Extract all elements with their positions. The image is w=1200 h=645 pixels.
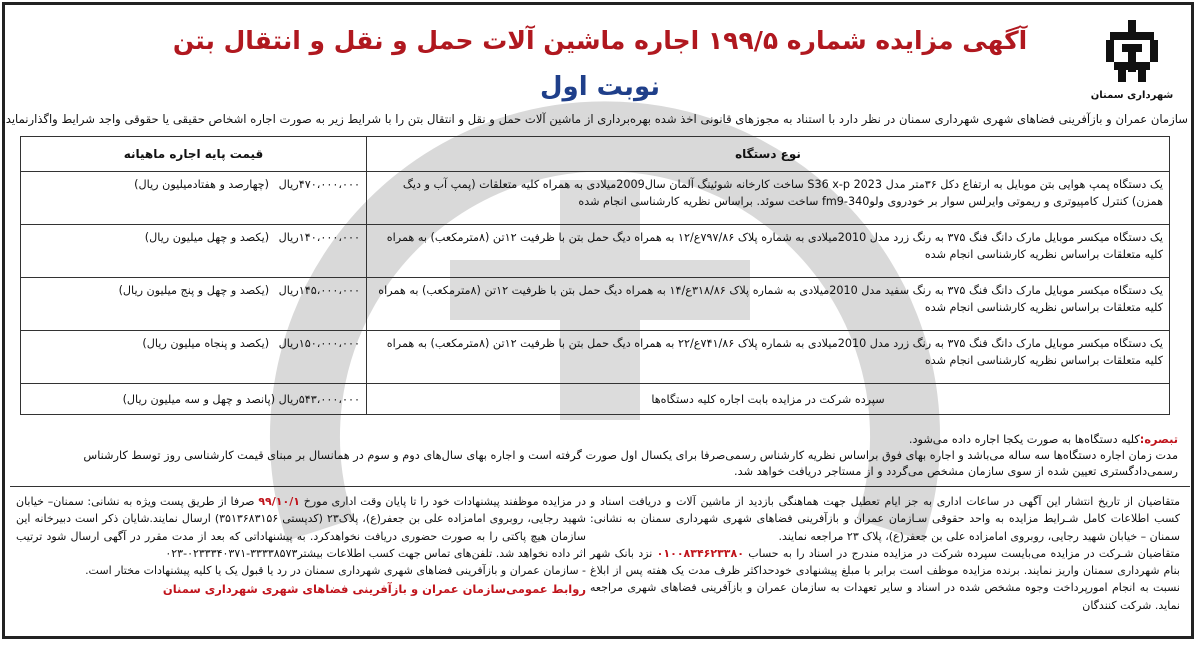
price-number: ۱۴۵،۰۰۰،۰۰۰ریال <box>278 284 360 297</box>
price-words: (یکصد و چهل و پنج میلیون ریال) <box>118 284 270 297</box>
row-description: یک دستگاه میکسر موبایل مارک دانگ فنگ ۳۷۵ به رنگ سفید مدل 2010میلادی به شماره پلاک ۳۱۸/۸۶ع/۱۴ به همراه دیگ حمل بتن با ظرفیت ۱۲تن (۸مترمکعب) به همراه کلیه متعلقات براساس نظریه کارشناسی انجام شده <box>367 278 1170 331</box>
row-price <box>21 225 367 278</box>
deposit-instruction: متقاضیان شـرکت در مزایده می‌بایست سپرده شرکت در مزایده مندرج در اسناد را به حساب <box>748 546 1180 560</box>
conditions-paragraph-1: متقاضیان از تاریخ انتشار این آگهی در ساعات اداری به جز ایام تعطیل جهت هماهنگی بازدید از ماشین آلات و دریافت اسناد و کسب اطلاعات کامل شـرایط مزایده به واحد حقوقی سـازمان عمران و بازآفرینی فضاهای شهری شهرداری سمنان به نشانی: سمنان – خیابان شهید رجایی، روبروی امامزاده علی بن جعفر(ع)، پلاک ۲۳ مراجعه نمایند. <box>590 495 1180 543</box>
deposit-description: سپرده شرکت در مزایده بابت اجاره کلیه دستگاه‌ها <box>367 384 1170 415</box>
note-label: تبصره: <box>1139 433 1178 446</box>
table-row <box>21 278 1170 331</box>
row-description: یک دستگاه میکسر موبایل مارک دانگ فنگ ۳۷۵ به رنگ زرد مدل 2010میلادی به شماره پلاک ۷۴۱/۸۶ع/۲۲ به همراه دیگ حمل بتن با ظرفیت ۱۲تن (۸مترمکعب) به همراه کلیه متعلقات براساس نظریه کارشناسی انجام شده <box>367 331 1170 384</box>
price-number: ۱۴۰،۰۰۰،۰۰۰ریال <box>278 231 360 244</box>
row-price <box>21 278 367 331</box>
table-row <box>21 331 1170 384</box>
rights-reserved-text: - سازمان عمران و بازآفرینی فضاهای شهری شهرداری سمنان در رد یا قبول یک یا کلیه پیشنهادات مختار است. <box>85 564 586 578</box>
submission-text-a: در مزایده موظفند پیشنهادات خود را تا پایان وقت اداری مورخ <box>303 495 587 508</box>
row-price <box>21 172 367 225</box>
row-price <box>21 331 367 384</box>
logo-label: شهرداری سمنان <box>1090 90 1174 101</box>
price-number: ۱۵۰،۰۰۰،۰۰۰ریال <box>278 337 360 350</box>
table-row <box>21 225 1170 278</box>
intro-text: سازمان عمران و بازآفرینی فضاهای شهری شهرداری سمنان در نظر دارد با استناد به مجوزهای قانونی اخذ شده بهره‌برداری از ماشین آلات حمل و نقل و انتقال بتن را با شرایط زیر به صورت اجاره اشخاص حقیقی یا حقوقی واجد شرایط واگذارنماید. <box>2 112 1188 126</box>
price-number: ۴۷۰،۰۰۰،۰۰۰ریال <box>278 178 360 191</box>
account-number: ۰۱۰۰۸۳۴۶۲۳۳۸۰ <box>656 546 744 560</box>
page-subtitle: نوبت اول <box>539 72 661 102</box>
deposit-words: (پانصد و چهل و سه میلیون ریال) <box>122 392 276 406</box>
items-table <box>20 136 1170 415</box>
price-words: (یکصد و پنجاه میلیون ریال) <box>142 337 270 350</box>
deposit-row <box>21 384 1170 415</box>
conditions-right-column <box>590 493 1180 614</box>
submission-text-b: صرفا از طریق پست ویژه به نشانی: سمنان– خیابان شهید رجایی، روبروی امامزاده علی بن جعفر(ع)، پلاک۲۳ (کدپستی ۳۵۱۳۶۸۳۱۵۶) ارسال نمایند.شایان ذکر است دبیرخانه این سازمان هیچ پاکتی را به صورت حضوری دریافت نخواهدکرد. به پیشنهاداتی که بعد از مدت مقرر در آگهی ارسال شود ترتیب اثر داده نخواهد شد. تلفن‌های تماس جهت کسب اطلاعات بیشتر۳۳۳۳۸۵۷۳-۰۲۳۳۳۴۰۳۷۱-۰۲۳ <box>16 495 586 560</box>
note-text-1: کلیه دستگاه‌ها به صورت یکجا اجاره داده می‌شود. <box>908 433 1140 446</box>
table-header-row <box>21 137 1170 172</box>
winner-obligations: نزد بانک شهر بنام شهرداری سمنان واریز نمایند. برنده مزایده موظف است برابر با مبلغ پیشنهادی خودحداکثر ظرف مدت یک هفته پس از ابلاغ نسبت به انجام امورپرداخت وجوه مشخص شده در اسناد و سایر تعهدات به سازمان عمران و بازآفرینی فضاهای شهری مراجعه نماید. شرکت کنندگان <box>590 546 1180 612</box>
row-description: یک دستگاه پمپ هوایی بتن موبایل به ارتفاع دکل ۳۶متر مدل S36 x-p 2023 ساخت کارخانه شوئینگ آلمان سال2009میلادی به همراه کلیه متعلقات (پمپ آب و دیگ همزن) کنترل کامپیوتری و ریموتی وایرلس سوار بر خودروی ولوfm9-340 ساخت سوئد. براساس نظریه کارشناسی انجام شده <box>367 172 1170 225</box>
header-base-price: قیمت پایه اجاره ماهیانه <box>21 137 367 172</box>
deposit-number: ۵۴۳،۰۰۰،۰۰۰ریال <box>278 392 360 406</box>
price-words: (چهارصد و هفتادمیلیون ریال) <box>134 178 270 191</box>
conditions-left-column <box>16 493 586 599</box>
page-title: آگهی مزایده شماره ۱۹۹/۵ اجاره ماشین آلات حمل و نقل و انتقال بتن <box>172 26 1028 55</box>
note-line-1 <box>22 432 1178 448</box>
price-words: (یکصد و چهل میلیون ریال) <box>144 231 270 244</box>
header-device-type: نوع دستگاه <box>367 137 1170 172</box>
conditions-section <box>10 486 1190 627</box>
notes-section <box>22 432 1178 480</box>
submission-paragraph <box>16 493 586 562</box>
row-description: یک دستگاه میکسر موبایل مارک دانگ فنگ ۳۷۵ به رنگ زرد مدل 2010میلادی به شماره پلاک ۷۹۷/۸۶ع/۱۲ به همراه دیگ حمل بتن با ظرفیت ۱۲تن (۸مترمکعب) به همراه کلیه متعلقات براساس نظریه کارشناسی انجام شده <box>367 225 1170 278</box>
deadline-date: ۹۹/۱۰/۱ <box>258 495 300 508</box>
table-row <box>21 172 1170 225</box>
conditions-paragraph-2 <box>590 545 1180 614</box>
public-relations-signature: روابط عمومی‌سازمان عمران و بازآفرینی فضاهای شهری شهرداری سمنان <box>162 582 586 597</box>
deposit-price <box>21 384 367 415</box>
note-line-2: مدت زمان اجاره دستگاه‌ها سه ساله می‌باشد و اجاره بهای فوق براساس نظریه کارشناس رسمی‌صرفا برای یکسال اول صورت گرفته است و اجاره بهای سال‌های دوم و سوم در همانسال بر مبنای قیمت کارشناسی روز توسط کارشناس رسمی‌دادگستری تعیین شده از سوی سازمان مشخص می‌گردد و از مستاجر دریافت خواهد شد. <box>83 449 1178 478</box>
